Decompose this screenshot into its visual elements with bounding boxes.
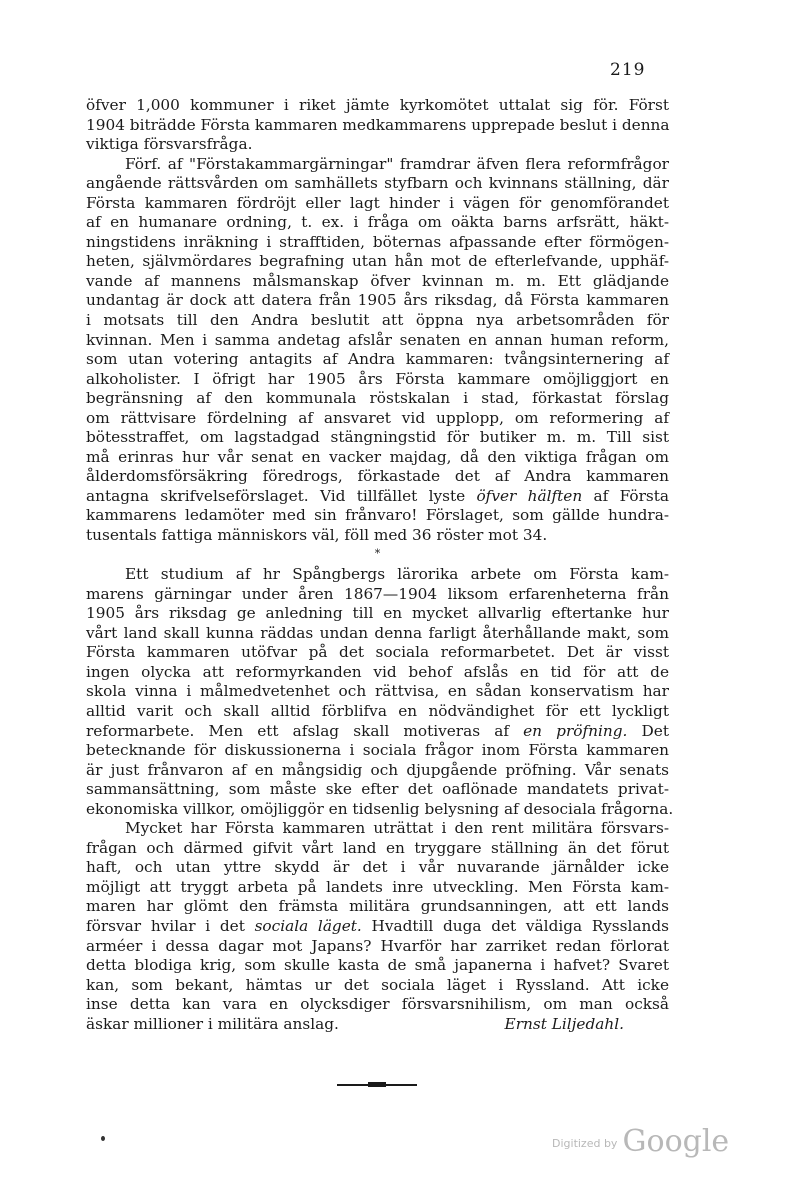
line-text: vande af mannens målsmanskap öfver kvinnan m. m. Ett glädjande <box>86 271 669 290</box>
text-line <box>86 331 669 351</box>
line-text: undantag är dock att datera från 1905 års riksdag, då Första kammaren <box>86 291 669 310</box>
line-text: kvinnan. Men i samma andetag afslår senaten en annan human reform, <box>86 330 669 349</box>
line-text: haft, och utan yttre skydd är det i vår nuvarande järnålder icke <box>86 858 669 877</box>
line-text: skola vinna i målmedvetenhet och rättvisa, en sådan konservatism har <box>86 682 669 701</box>
digitized-watermark <box>552 1124 729 1159</box>
margin-speck <box>101 1136 105 1141</box>
text-line <box>86 448 669 468</box>
line-text: är just frånvaron af en mångsidig och djupgående pröfning. Vår senats <box>86 760 669 779</box>
line-text: detta blodiga krig, som skulle kasta de små japanerna i hafvet? Svaret <box>86 956 669 975</box>
line-text: bötesstraffet, om lagstadgad stängningstid för butiker m. m. Till sist <box>86 428 669 447</box>
text-line <box>86 487 669 507</box>
line-text: må erinras hur vår senat en vacker majdag, då den viktiga frågan om <box>86 447 669 466</box>
text-line <box>86 976 669 996</box>
text-line <box>86 604 669 624</box>
text-line <box>86 839 669 859</box>
text-line <box>86 663 669 683</box>
line-text: antagna skrifvelseförslaget. Vid tillfället lyste <box>86 486 466 505</box>
line-text: 1905 års riksdag ge anledning till en mycket allvarlig eftertanke hur <box>86 604 669 623</box>
emphasis-text: en pröfning. <box>523 721 628 740</box>
line-text-continued: Det <box>641 721 669 740</box>
text-line <box>86 565 669 585</box>
text-line <box>86 643 669 663</box>
text-line <box>86 272 669 292</box>
text-line <box>86 174 669 194</box>
text-line <box>86 467 669 487</box>
text-line <box>86 389 669 409</box>
line-text: försvar hvilar i det <box>86 916 245 935</box>
emphasis-text: öfver hälften <box>476 486 583 505</box>
google-logo: Google <box>622 1124 730 1159</box>
line-text: ekonomiska villkor, omöjliggör en tidsenlig belysning af desociala frågorna. <box>86 799 674 818</box>
text-line <box>86 135 669 155</box>
text-line <box>86 995 669 1015</box>
line-text: Första kammaren utöfvar på det sociala reformarbetet. Det är visst <box>86 643 669 662</box>
text-line <box>86 819 669 839</box>
line-text: tusentals fattiga människors väl, föll med 36 röster mot 34. <box>86 526 548 545</box>
text-line <box>86 897 669 917</box>
text-line <box>86 350 669 370</box>
text-line <box>86 858 669 878</box>
line-text: vårt land skall kunna räddas undan denna farligt återhållande makt, som <box>86 623 669 642</box>
text-line <box>86 917 669 937</box>
line-text: betecknande för diskussionerna i sociala frågor inom Första kammaren <box>86 741 669 760</box>
line-text-continued: af Första <box>593 486 669 505</box>
line-text: sammansättning, som måste ske efter det oaflönade mandatets privat- <box>86 780 669 799</box>
text-line <box>86 428 669 448</box>
text-line <box>86 155 669 175</box>
line-text: ingen olycka att reformyrkanden vid behof afslås en tid för att de <box>86 662 669 681</box>
line-text: 1904 biträdde Första kammaren medkammarens upprepade beslut i denna <box>86 115 670 134</box>
separator-ornament <box>368 1082 386 1087</box>
line-text: alltid varit och skall alltid förblifva en nödvändighet för ett lyckligt <box>86 701 669 720</box>
line-text: arméer i dessa dagar mot Japans? Hvarför har zarriket redan förlorat <box>86 936 669 955</box>
line-text: viktiga försvarsfråga. <box>86 135 253 154</box>
text-line <box>86 761 669 781</box>
text-line <box>86 585 669 605</box>
line-text: maren har glömt den främsta militära grundsanningen, att ett lands <box>86 897 669 916</box>
line-text: i motsats till den Andra beslutit att öppna nya arbetsområden för <box>86 311 669 330</box>
text-line <box>86 311 669 331</box>
text-line <box>86 233 669 253</box>
text-line <box>86 370 669 390</box>
line-text: marens gärningar under åren 1867—1904 liksom erfarenheterna från <box>86 584 669 603</box>
author-signature: Ernst Liljedahl. <box>504 1014 624 1033</box>
line-text: af en humanare ordning, t. ex. i fråga om oäkta barns arfsrätt, häkt- <box>86 213 669 232</box>
page-number: 219 <box>610 60 646 80</box>
line-text: Mycket har Första kammaren uträttat i den rent militära försvars- <box>125 819 669 838</box>
text-line <box>86 780 669 800</box>
body-text <box>86 96 674 1034</box>
text-line <box>86 624 669 644</box>
line-text: som utan votering antagits af Andra kammaren: tvångsinternering af <box>86 350 669 369</box>
text-line <box>86 291 669 311</box>
text-line <box>86 799 674 820</box>
text-line <box>86 506 669 526</box>
text-line <box>86 937 669 957</box>
text-line <box>86 96 669 116</box>
line-text: ålderdomsförsäkring föredrogs, förkastade det af Andra kammaren <box>86 467 669 486</box>
line-text: angående rättsvården om samhällets styfbarn och kvinnans ställning, där <box>86 174 669 193</box>
line-text: alkoholister. I öfrigt har 1905 års Första kammare omöjliggjort en <box>86 369 669 388</box>
line-text: Första kammaren fördröjt eller lagt hinder i vägen för genomförandet <box>86 193 669 212</box>
text-line <box>86 702 669 722</box>
line-text: öfver 1,000 kommuner i riket jämte kyrkomötet uttalat sig för. Först <box>86 96 669 114</box>
line-text: möjligt att tryggt arbeta på landets inre utveckling. Men Första kam- <box>86 877 669 896</box>
line-text: begränsning af den kommunala röstskalan i stad, förkastat förslag <box>86 389 669 408</box>
digitized-prefix: Digitized by <box>552 1137 618 1150</box>
line-text-continued: Hvadtill duga det väldiga Rysslands <box>371 916 669 935</box>
line-text: frågan och därmed gifvit vårt land en tryggare ställning än det förut <box>86 838 669 857</box>
line-text: inse detta kan vara en olycksdiger försvarsnihilism, om man också <box>86 995 669 1014</box>
text-line <box>86 213 669 233</box>
line-text: kammarens ledamöter med sin frånvaro! Förslaget, som gällde hundra- <box>86 506 669 525</box>
text-line <box>86 682 669 702</box>
line-text: om rättvisare fördelning af ansvaret vid upplopp, om reformering af <box>86 408 669 427</box>
section-break-asterisk: * <box>374 546 381 560</box>
text-line <box>86 722 669 742</box>
text-line <box>86 409 669 429</box>
text-line <box>86 741 669 761</box>
line-text: heten, självmördares begrafning utan hån mot de efterlefvande, upphäf- <box>86 252 669 271</box>
emphasis-text: sociala läget. <box>254 916 362 935</box>
text-line <box>86 878 669 898</box>
line-text: Förf. af "Förstakammargärningar" framdrar äfven flera reformfrågor <box>125 154 669 173</box>
text-line <box>86 252 669 272</box>
text-line <box>86 1015 669 1035</box>
line-text: kan, som bekant, hämtas ur det sociala läget i Ryssland. Att icke <box>86 975 669 994</box>
text-line <box>86 956 669 976</box>
line-text: äskar millioner i militära anslag. <box>86 1014 339 1033</box>
line-text: ningstidens inräkning i strafftiden, böternas afpassande efter förmögen- <box>86 232 669 251</box>
text-line <box>86 194 669 214</box>
line-text: reformarbete. Men ett afslag skall motiveras af <box>86 721 509 740</box>
line-text: Ett studium af hr Spångbergs lärorika arbete om Första kam- <box>125 565 669 584</box>
text-line <box>86 116 669 136</box>
text-line <box>86 526 669 546</box>
